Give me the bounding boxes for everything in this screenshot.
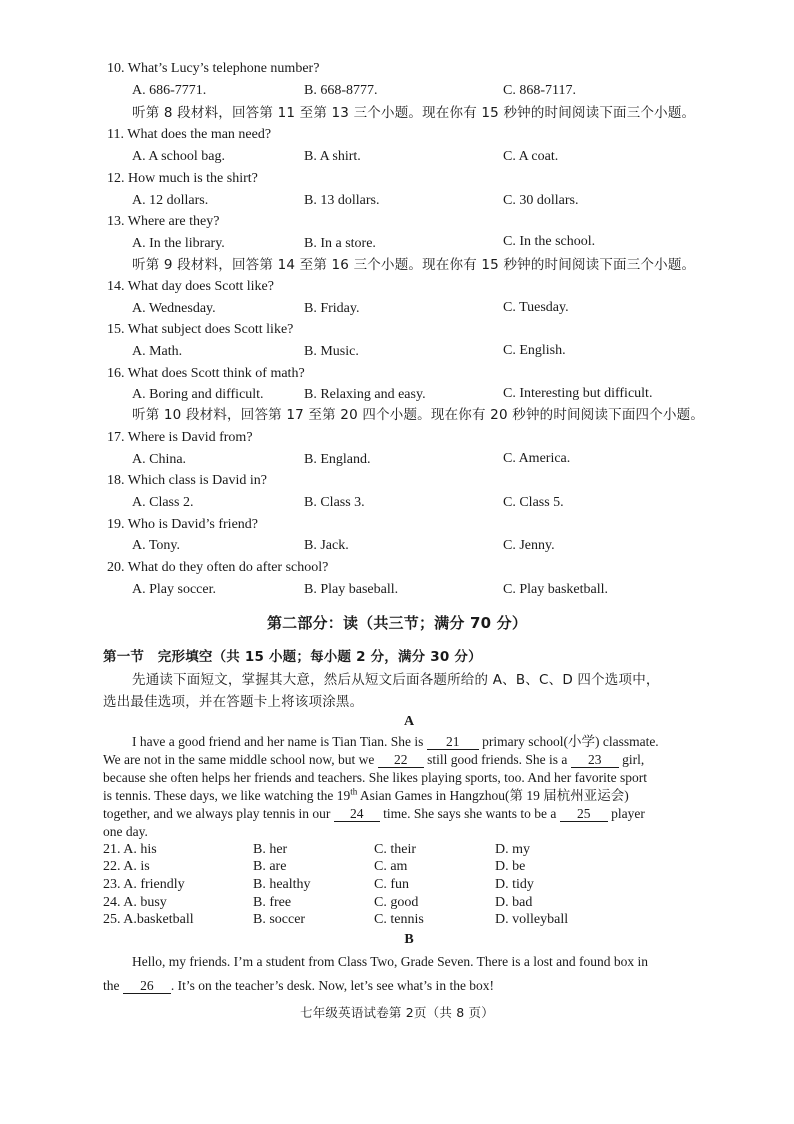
question-text: What subject does Scott like? xyxy=(127,322,294,337)
passage-a-line-3: because she often helps her friends and teachers. She likes playing sports, too. And her favorite sport xyxy=(103,770,647,785)
text-segment: Asian Games in Hangzhou(第 19 届杭州亚运会) xyxy=(359,788,629,803)
option-c: C. A coat. xyxy=(503,149,559,164)
question-13 xyxy=(107,213,219,231)
cloze-23-option-a: 23. A. friendly xyxy=(103,877,185,892)
question-14 xyxy=(107,278,274,296)
cloze-23-option-b: B. healthy xyxy=(253,877,311,892)
option-c: C. Interesting but difficult. xyxy=(503,386,653,401)
directions-line-2: 选出最佳选项，并在答题卡上将该项涂黑。 xyxy=(103,694,364,710)
question-12 xyxy=(107,170,258,188)
question-number: 14. xyxy=(107,279,125,294)
cloze-24-option-a: 24. A. busy xyxy=(103,895,167,910)
part-2-title: 第二部分：读（共三节；满分 70 分） xyxy=(266,614,528,632)
text-segment: girl, xyxy=(622,752,645,767)
option-a: A. Play soccer. xyxy=(132,582,216,597)
question-16 xyxy=(107,365,305,383)
question-19 xyxy=(107,516,258,534)
question-number: 13. xyxy=(107,214,125,229)
question-number: 10. xyxy=(107,61,125,76)
cloze-22-option-b: B. are xyxy=(253,859,287,874)
cloze-21-option-b: B. her xyxy=(253,842,288,857)
question-text: Where are they? xyxy=(127,214,220,229)
question-20 xyxy=(107,559,328,577)
option-b: B. 668-8777. xyxy=(304,83,378,98)
option-a: A. Wednesday. xyxy=(132,301,216,316)
option-b: B. Play baseball. xyxy=(304,582,399,597)
question-15 xyxy=(107,321,293,339)
cloze-21-option-c: C. their xyxy=(374,842,416,857)
question-text: What do they often do after school? xyxy=(127,560,329,575)
question-text: What does Scott think of math? xyxy=(127,366,305,381)
passage-a-line-2 xyxy=(103,751,644,769)
question-text: How much is the shirt? xyxy=(128,171,258,186)
question-number: 16. xyxy=(107,366,125,381)
question-10 xyxy=(107,60,319,78)
question-text: What does the man need? xyxy=(127,127,272,142)
cloze-21-option-a: 21. A. his xyxy=(103,842,157,857)
cloze-24-option-c: C. good xyxy=(374,895,419,910)
cloze-25-option-d: D. volleyball xyxy=(495,912,569,927)
option-b: B. Music. xyxy=(304,344,359,359)
text-segment: is tennis. These days, we like watching the 19 xyxy=(103,788,351,803)
option-c: C. Class 5. xyxy=(503,495,564,510)
cloze-23-option-d: D. tidy xyxy=(495,877,534,892)
passage-b-label: B xyxy=(404,932,414,947)
option-b: B. Relaxing and easy. xyxy=(304,387,426,402)
section-1-title: 第一节 完形填空（共 15 小题；每小题 2 分，满分 30 分） xyxy=(103,649,482,665)
cloze-23-option-c: C. fun xyxy=(374,877,409,892)
question-number: 18. xyxy=(107,473,125,488)
passage-a-line-4 xyxy=(103,787,629,805)
blank-22: 22 xyxy=(378,752,424,768)
blank-24: 24 xyxy=(334,806,380,822)
passage-b-line-1: Hello, my friends. I’m a student from Class Two, Grade Seven. There is a lost and found box in xyxy=(132,954,648,969)
option-b: B. 13 dollars. xyxy=(304,193,380,208)
option-a: A. Math. xyxy=(132,344,183,359)
passage-a-line-5 xyxy=(103,805,645,823)
option-a: A. In the library. xyxy=(132,236,225,251)
text-segment: still good friends. She is a xyxy=(427,752,568,767)
text-segment: the xyxy=(103,978,120,993)
option-c: C. America. xyxy=(503,451,571,466)
question-text: Who is David’s friend? xyxy=(127,517,258,532)
text-segment: together, and we always play tennis in our xyxy=(103,806,331,821)
option-b: B. A shirt. xyxy=(304,149,361,164)
question-number: 20. xyxy=(107,560,125,575)
question-17 xyxy=(107,429,253,447)
option-a: A. Tony. xyxy=(132,538,181,553)
option-c: C. Tuesday. xyxy=(503,300,569,315)
option-b: B. Class 3. xyxy=(304,495,365,510)
option-c: C. 30 dollars. xyxy=(503,193,579,208)
option-c: C. Play basketball. xyxy=(503,582,608,597)
option-c: C. 868-7117. xyxy=(503,83,576,98)
cloze-25-option-c: C. tennis xyxy=(374,912,424,927)
blank-21: 21 xyxy=(427,734,479,750)
cloze-25-option-a: 25. A.basketball xyxy=(103,912,194,927)
cloze-22-option-d: D. be xyxy=(495,859,526,874)
option-b: B. Jack. xyxy=(304,538,349,553)
cloze-21-option-d: D. my xyxy=(495,842,530,857)
question-number: 11. xyxy=(107,127,124,142)
instruction-material-8: 听第 8 段材料，回答第 11 至第 13 三个小题。现在你有 15 秒钟的时间阅读下面三个小题。 xyxy=(132,105,696,121)
superscript: th xyxy=(350,786,358,797)
page-footer: 七年级英语试卷第 2页（共 8 页） xyxy=(300,1005,494,1020)
question-number: 12. xyxy=(107,171,125,186)
blank-23: 23 xyxy=(571,752,619,768)
question-text: Where is David from? xyxy=(127,430,253,445)
text-segment: primary school(小学) classmate. xyxy=(482,734,659,749)
option-a: A. China. xyxy=(132,452,187,467)
blank-25: 25 xyxy=(560,806,608,822)
option-b: B. In a store. xyxy=(304,236,376,251)
question-text: What day does Scott like? xyxy=(127,279,274,294)
cloze-25-option-b: B. soccer xyxy=(253,912,306,927)
option-a: A. 686-7771. xyxy=(132,83,207,98)
cloze-24-option-b: B. free xyxy=(253,895,292,910)
cloze-22-option-c: C. am xyxy=(374,859,408,874)
blank-26: 26 xyxy=(123,978,171,994)
directions-line-1: 先通读下面短文，掌握其大意，然后从短文后面各题所给的 A、B、C、D 四个选项中， xyxy=(132,672,660,688)
option-a: A. 12 dollars. xyxy=(132,193,209,208)
option-a: A. Class 2. xyxy=(132,495,194,510)
option-c: C. In the school. xyxy=(503,234,596,249)
question-text: Which class is David in? xyxy=(127,473,267,488)
text-segment: . It’s on the teacher’s desk. Now, let’s see what’s in the box! xyxy=(170,978,495,993)
text-segment: player xyxy=(611,806,645,821)
text-segment: time. She says she wants to be a xyxy=(383,806,557,821)
option-b: B. Friday. xyxy=(304,301,360,316)
cloze-24-option-d: D. bad xyxy=(495,895,533,910)
instruction-material-10: 听第 10 段材料，回答第 17 至第 20 四个小题。现在你有 20 秒钟的时间阅读下面四个小题。 xyxy=(132,407,705,423)
question-number: 17. xyxy=(107,430,125,445)
passage-a-label: A xyxy=(403,714,415,729)
question-text: What’s Lucy’s telephone number? xyxy=(127,61,320,76)
question-18 xyxy=(107,472,267,490)
option-a: A. A school bag. xyxy=(132,149,225,164)
text-segment: We are not in the same middle school now, but we xyxy=(103,752,375,767)
cloze-22-option-a: 22. A. is xyxy=(103,859,150,874)
question-number: 15. xyxy=(107,322,125,337)
passage-b-line-2 xyxy=(103,977,494,995)
option-a: A. Boring and difficult. xyxy=(132,387,264,402)
passage-a-line-1 xyxy=(132,733,659,751)
option-c: C. English. xyxy=(503,343,566,358)
question-number: 19. xyxy=(107,517,125,532)
option-c: C. Jenny. xyxy=(503,538,555,553)
instruction-material-9: 听第 9 段材料，回答第 14 至第 16 三个小题。现在你有 15 秒钟的时间阅读下面三个小题。 xyxy=(132,257,696,273)
question-11 xyxy=(107,126,271,144)
passage-a-line-6: one day. xyxy=(103,824,148,839)
text-segment: I have a good friend and her name is Tian Tian. She is xyxy=(132,734,424,749)
option-b: B. England. xyxy=(304,452,371,467)
